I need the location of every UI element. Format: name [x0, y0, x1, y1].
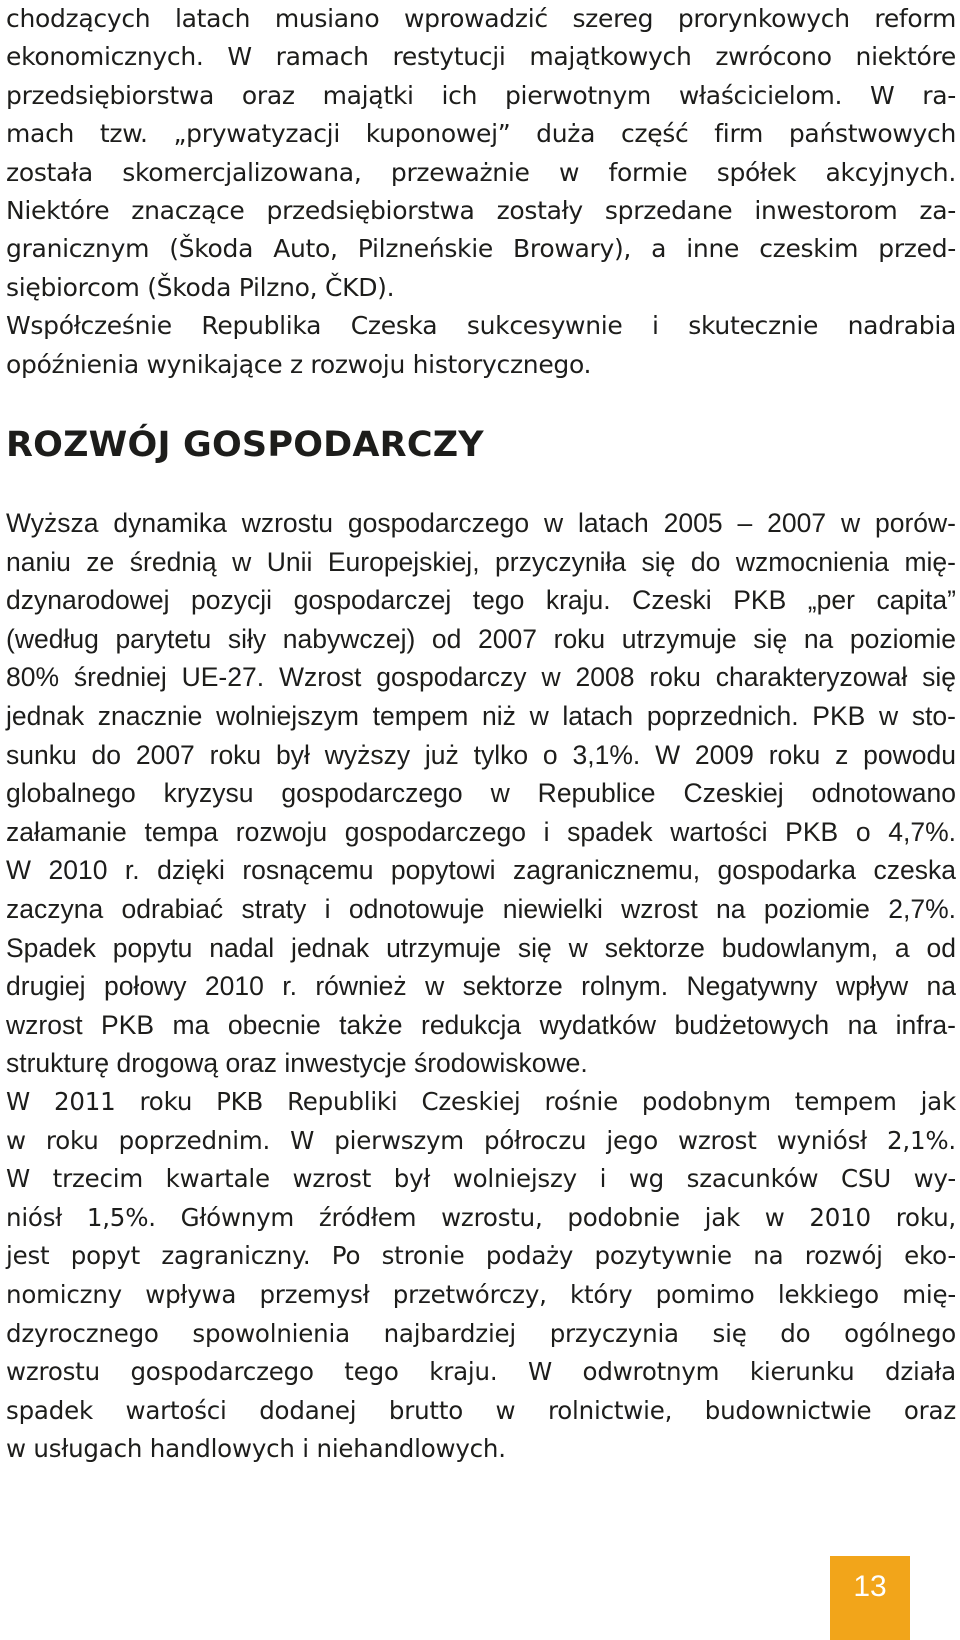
text-line: załamanie tempa rozwoju gospodarczego i spadek wartości PKB o 4,7%.	[6, 816, 956, 847]
text-line: zaczyna odrabiać straty i odnotowuje niewielki wzrost na poziomie 2,7%.	[6, 894, 956, 924]
text-line: drugiej połowy 2010 r. również w sektorze rolnym. Negatywny wpływ na	[6, 971, 956, 1002]
text-line: (według parytetu siły nabywczej) od 2007 roku utrzymuje się na poziomie	[6, 623, 956, 654]
text-line: dzyrocznego spowolnienia najbardziej przyczynia się do ogólnego	[6, 1318, 956, 1348]
intro-paragraph	[6, 0, 956, 384]
text-line: wzrost PKB ma obecnie także redukcja wydatków budżetowych na infra-	[6, 1009, 956, 1040]
text-line: W 2011 roku PKB Republiki Czeskiej rośnie podobnym tempem jak	[6, 1086, 956, 1116]
text-line: sunku do 2007 roku był wyższy już tylko o 3,1%. W 2009 roku z powodu	[6, 739, 956, 770]
text-line: siębiorcom (Škoda Pilzno, ČKD).	[6, 272, 395, 302]
text-line: granicznym (Škoda Auto, Pilzneńskie Browary), a inne czeskim przed-	[6, 234, 956, 264]
text-line: naniu ze średnią w Unii Europejskiej, przyczyniła się do wzmocnienia mię-	[6, 546, 956, 577]
document-page	[6, 0, 956, 1469]
text-line: ekonomicznych. W ramach restytucji majątkowych zwrócono niektóre	[6, 42, 956, 72]
text-line: Wyższa dynamika wzrostu gospodarczego w latach 2005 – 2007 w porów-	[6, 508, 956, 539]
page-number: 13	[830, 1556, 910, 1640]
text-line: przedsiębiorstwa oraz majątki ich pierwotnym właścicielom. W ra-	[6, 80, 956, 110]
text-line: została skomercjalizowana, przeważnie w formie spółek akcyjnych.	[6, 157, 956, 187]
text-line: spadek wartości dodanej brutto w rolnictwie, budownictwie oraz	[6, 1395, 956, 1425]
text-line: Niektóre znaczące przedsiębiorstwa zostały sprzedane inwestorom za-	[6, 196, 956, 226]
text-line: Współcześnie Republika Czeska sukcesywnie i skutecznie nadrabia	[6, 311, 956, 341]
body-paragraph	[6, 504, 956, 1083]
text-line: 80% średniej UE-27. Wzrost gospodarczy w 2008 roku charakteryzował się	[6, 662, 956, 693]
text-line: dzynarodowej pozycji gospodarczej tego kraju. Czeski PKB „per capita”	[6, 585, 956, 616]
text-line: W 2010 r. dzięki rosnącemu popytowi zagranicznemu, gospodarka czeska	[6, 855, 956, 886]
section-heading: ROZWÓJ GOSPODARCZY	[6, 425, 484, 466]
text-line: jest popyt zagraniczny. Po stronie podaży pozytywnie na rozwój eko-	[6, 1241, 956, 1271]
text-line: wzrostu gospodarczego tego kraju. W odwrotnym kierunku działa	[6, 1357, 956, 1387]
text-line: w usługach handlowych i niehandlowych.	[6, 1434, 506, 1464]
text-line: jednak znacznie wolniejszym tempem niż w latach poprzednich. PKB w sto-	[6, 701, 956, 732]
text-line: strukturę drogową oraz inwestycje środowiskowe.	[6, 1048, 588, 1079]
text-line: globalnego kryzysu gospodarczego w Republice Czeskiej odnotowano	[6, 778, 956, 809]
text-line: opóźnienia wynikające z rozwoju historycznego.	[6, 349, 592, 379]
text-line: niósł 1,5%. Głównym źródłem wzrostu, podobnie jak w 2010 roku,	[6, 1202, 956, 1232]
text-line: w roku poprzednim. W pierwszym półroczu jego wzrost wyniósł 2,1%.	[6, 1125, 956, 1155]
text-line: mach tzw. „prywatyzacji kuponowej” duża część firm państwowych	[6, 119, 956, 149]
text-line: Spadek popytu nadal jednak utrzymuje się w sektorze budowlanym, a od	[6, 932, 956, 963]
body-paragraph-2	[6, 1083, 956, 1469]
text-line: W trzecim kwartale wzrost był wolniejszy i wg szacunków CSU wy-	[6, 1164, 956, 1194]
text-line: chodzących latach musiano wprowadzić szereg prorynkowych reform	[6, 4, 956, 33]
text-line: nomiczny wpływa przemysł przetwórczy, który pomimo lekkiego mię-	[6, 1279, 956, 1309]
